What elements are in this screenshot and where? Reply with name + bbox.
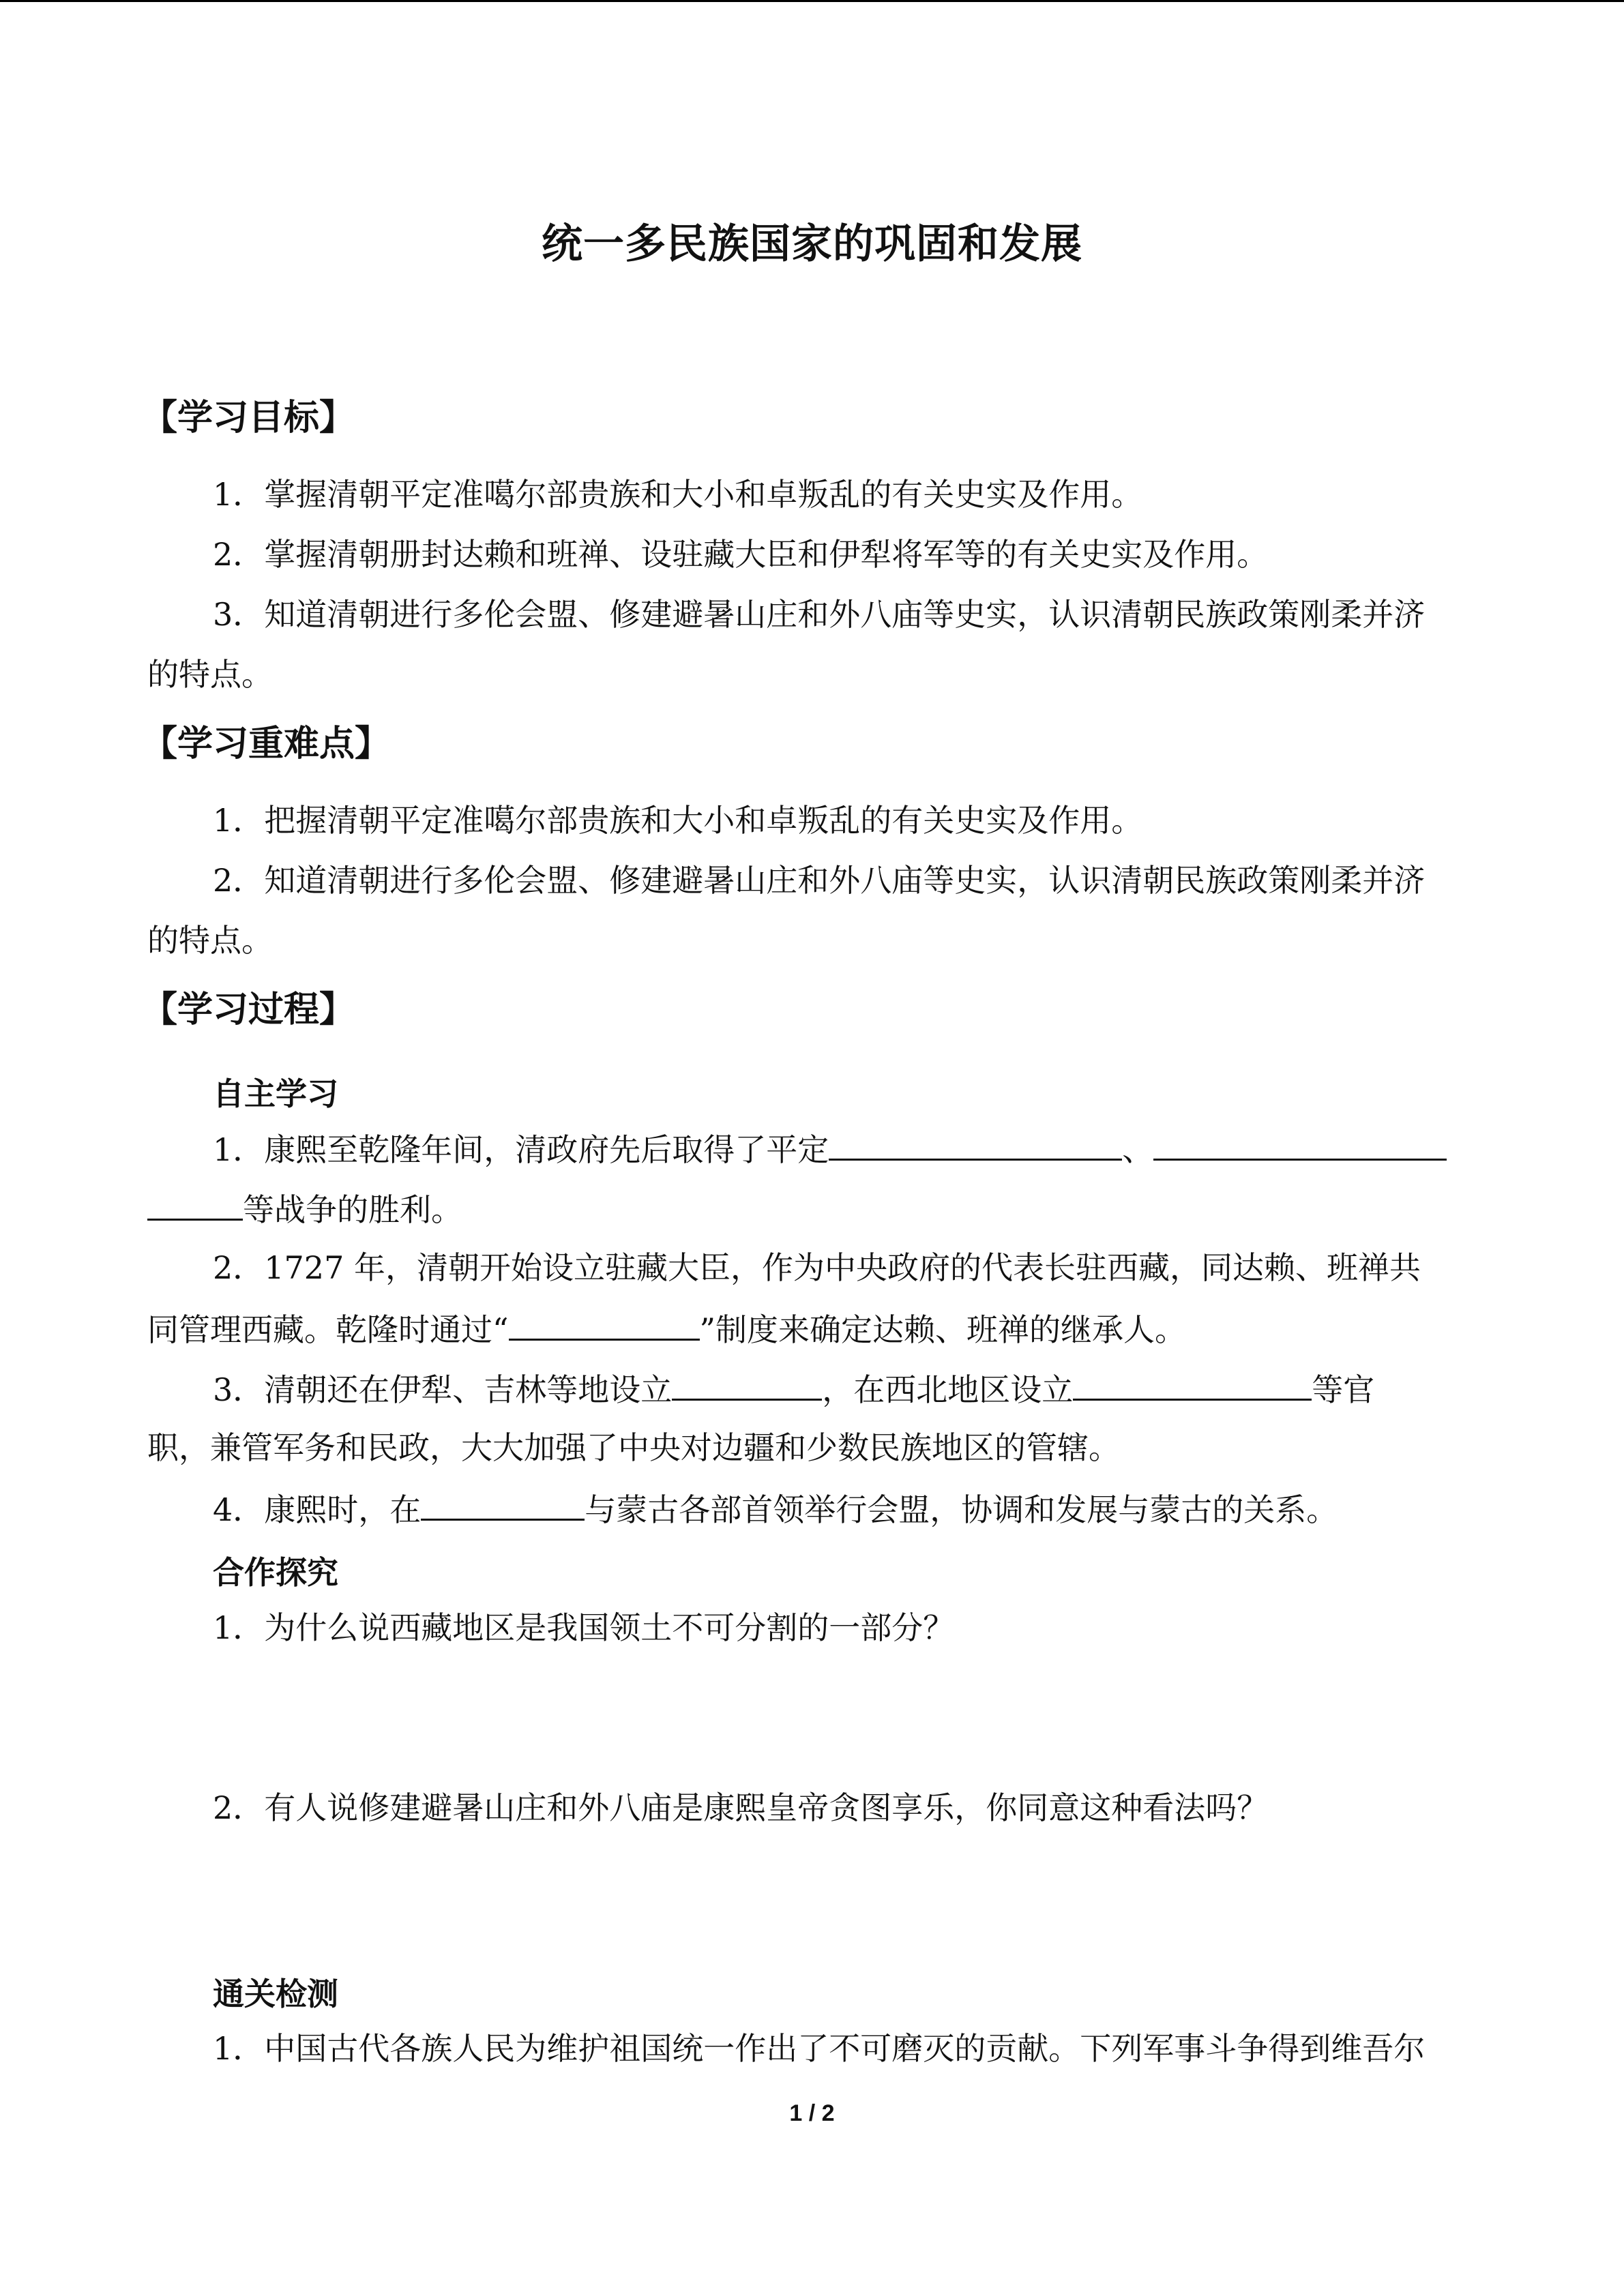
self-study-q2-cont [147,1307,1186,1350]
self-study-q3-cont: 职，兼管军务和民政，大大加强了中央对边疆和少数民族地区的管辖。 [147,1429,1120,1466]
section-heading-key-points: 【学习重难点】 [142,724,391,764]
self-study-q3-end: 等官 [1312,1371,1375,1408]
self-study-q1-cont [147,1187,462,1230]
self-study-q4-text: 4．康熙时，在 [213,1491,422,1528]
fill-blank-q2[interactable] [509,1307,700,1341]
check-q1: 1．中国古代各族人民为维护祖国统一作出了不可磨灭的贡献。下列军事斗争得到维吾尔 [213,2030,1426,2067]
objective-item-3: 3．知道清朝进行多伦会盟、修建避暑山庄和外八庙等史实，认识清朝民族政策刚柔并济 [213,596,1426,633]
self-study-q2-text: 同管理西藏。乾隆时通过“ [147,1311,509,1348]
self-study-q3 [213,1367,1374,1410]
fill-blank-q1-a[interactable] [829,1127,1122,1161]
sub-heading-cooperation: 合作探究 [213,1554,338,1591]
self-study-q1 [213,1127,1447,1170]
cooperation-q2: 2．有人说修建避暑山庄和外八庙是康熙皇帝贪图享乐，你同意这种看法吗？ [213,1789,1269,1826]
key-point-item-2: 2．知道清朝进行多伦会盟、修建避暑山庄和外八庙等史实，认识清朝民族政策刚柔并济 [213,862,1426,899]
self-study-q4-end: 与蒙古各部首领举行会盟，协调和发展与蒙古的关系。 [585,1491,1338,1528]
top-border-line [0,0,1624,2]
fill-blank-q3-a[interactable] [672,1367,822,1401]
self-study-q1-text: 1．康熙至乾隆年间，清政府先后取得了平定 [213,1131,829,1168]
fill-blank-q1-b-cont[interactable] [147,1187,243,1221]
self-study-q1-separator: 、 [1122,1131,1154,1168]
page-number: 1 / 2 [789,2100,835,2126]
self-study-q2-end: ”制度来确定达赖、班禅的继承人。 [699,1311,1187,1348]
self-study-q1-end: 等战争的胜利。 [243,1191,462,1228]
section-heading-process: 【学习过程】 [142,989,355,1030]
key-point-item-2-cont: 的特点。 [147,922,273,959]
fill-blank-q3-b[interactable] [1073,1367,1312,1401]
self-study-q3-text: 3．清朝还在伊犁、吉林等地设立 [213,1371,673,1408]
objective-item-1: 1．掌握清朝平定准噶尔部贵族和大小和卓叛乱的有关史实及作用。 [213,476,1143,513]
objective-item-2: 2．掌握清朝册封达赖和班禅、设驻藏大臣和伊犁将军等的有关史实及作用。 [213,536,1269,573]
self-study-q2: 2．1727 年，清朝开始设立驻藏大臣，作为中央政府的代表长驻西藏，同达赖、班禅共 [213,1249,1421,1286]
sub-heading-self-study: 自主学习 [213,1075,338,1112]
fill-blank-q4[interactable] [421,1487,585,1521]
objective-item-3-cont: 的特点。 [147,656,273,693]
key-point-item-1: 1．把握清朝平定准噶尔部贵族和大小和卓叛乱的有关史实及作用。 [213,802,1143,839]
self-study-q3-mid: ，在西北地区设立 [822,1371,1074,1408]
page-title: 统一多民族国家的巩固和发展 [542,220,1082,268]
section-heading-objectives: 【学习目标】 [142,398,355,438]
fill-blank-q1-b[interactable] [1153,1127,1447,1161]
self-study-q4 [213,1487,1338,1530]
sub-heading-check: 通关检测 [213,1976,338,2012]
cooperation-q1: 1．为什么说西藏地区是我国领土不可分割的一部分？ [213,1609,955,1646]
